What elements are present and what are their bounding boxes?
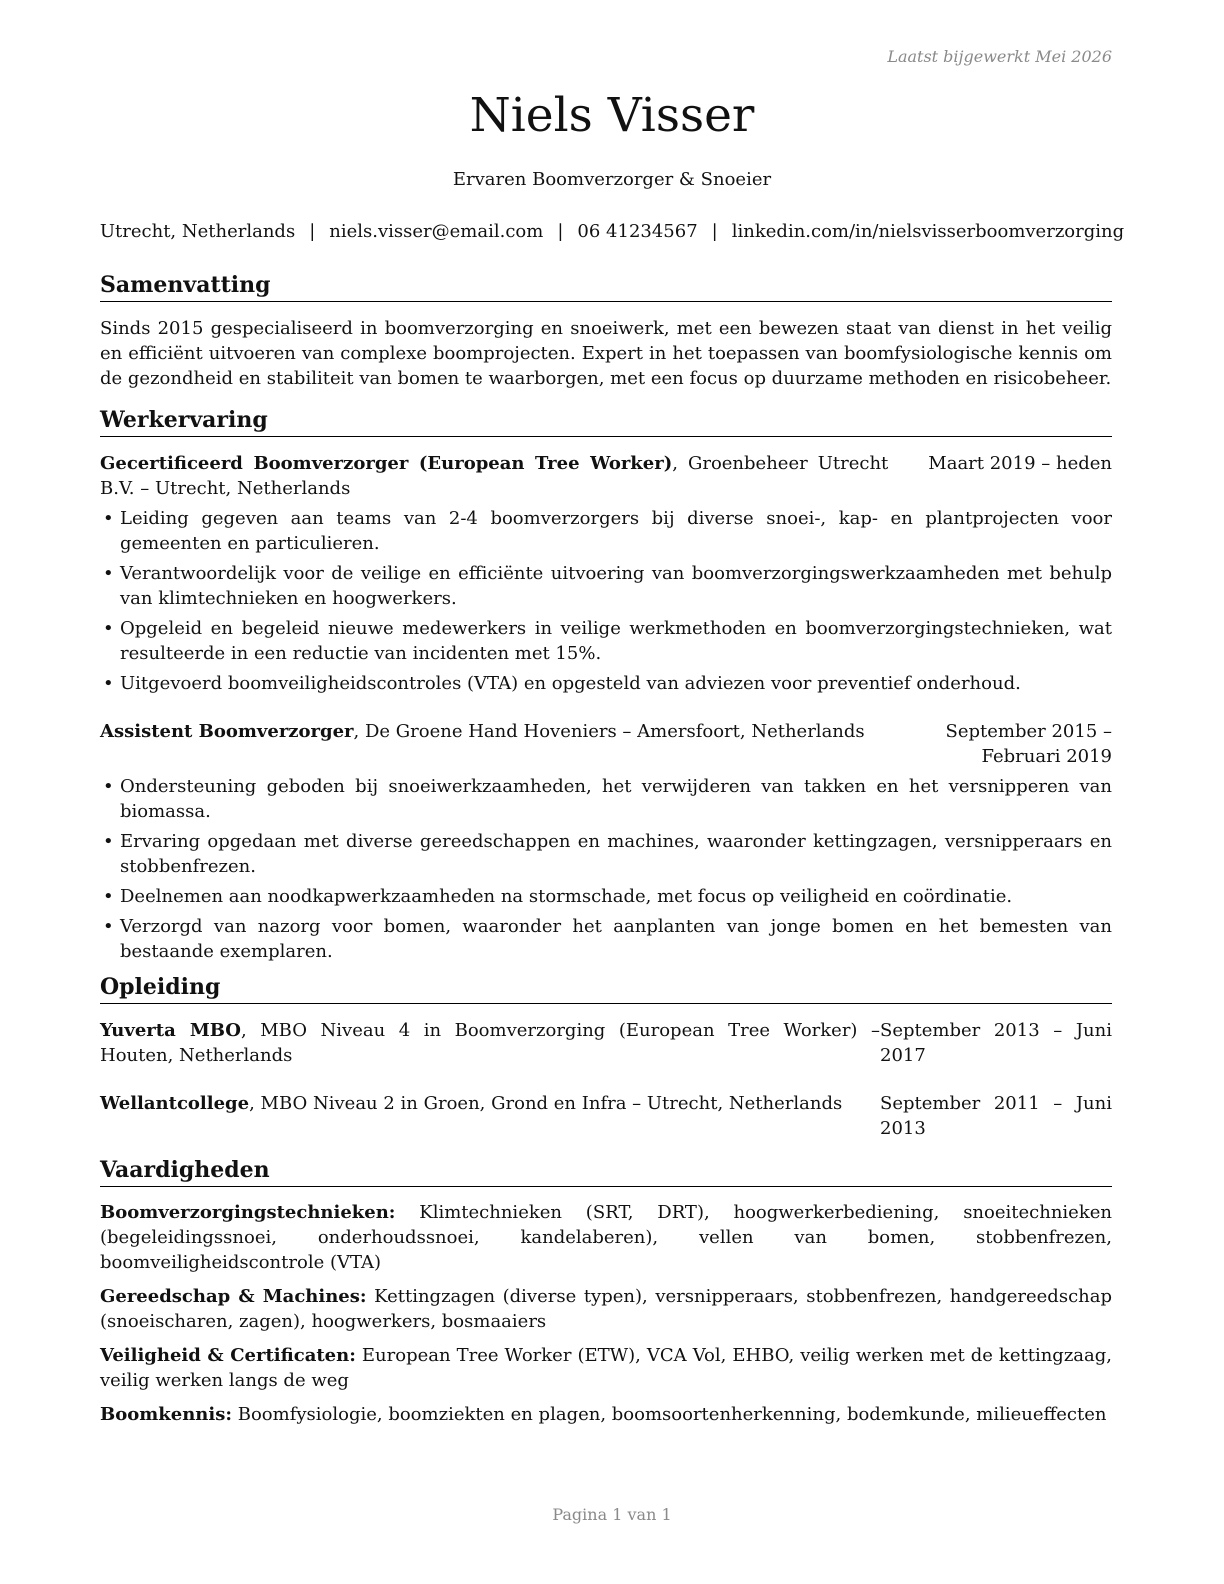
job-entry [100, 719, 1112, 964]
list-item: • Opgeleid en begeleid nieuwe medewerkers in veilige werkmethoden en boomverzorgingstechnieken, wat resulteerde in een reductie van incidenten met 15%. [100, 616, 1112, 666]
education-title-line [100, 1018, 880, 1068]
list-item: • Verzorgd van nazorg voor bomen, waaronder het aanplanten van jonge bomen en het bemesten van bestaande exemplaren. [100, 914, 1112, 964]
job-company: , De Groene Hand Hoveniers – Amersfoort, Netherlands [353, 721, 865, 742]
contact-separator: | [309, 221, 316, 242]
person-name: Niels Visser [469, 88, 755, 143]
skill-label: Boomkennis: [100, 1404, 232, 1425]
contact-linkedin[interactable]: linkedin.com/in/nielsvisserboomverzorging [731, 221, 1125, 242]
education-detail: , MBO Niveau 4 in Boomverzorging (European Tree Worker) – Houten, Netherlands [100, 1020, 880, 1066]
section-heading-experience: Werkervaring [100, 405, 1112, 437]
education-entry [100, 1091, 1112, 1141]
job-dates: Maart 2019 – heden [928, 453, 1112, 474]
professional-title: Ervaren Boomverzorger & Snoeier [452, 169, 772, 190]
contact-location: Utrecht, Netherlands [99, 221, 296, 242]
job-header [100, 719, 1112, 769]
list-item: • Uitgevoerd boomveiligheidscontroles (VTA) en opgesteld van adviezen voor preventief onderhoud. [100, 671, 1112, 696]
skill-text: European Tree Worker (ETW), VCA Vol, EHBO, veilig werken met de kettingzaag, veilig werken langs de weg [100, 1345, 1113, 1391]
skills-list [100, 1200, 1112, 1427]
job-company: , Groenbeheer Utrecht B.V. – Utrecht, Netherlands [100, 453, 889, 499]
skill-line [100, 1200, 1112, 1275]
skill-line [100, 1284, 1112, 1334]
list-item: • Deelnemen aan noodkapwerkzaamheden na stormschade, met focus op veiligheid en coördinatie. [100, 884, 1112, 909]
education-title-line [100, 1091, 880, 1116]
job-entry [100, 451, 1112, 696]
last-updated: Laatst bijgewerkt Mei 2026 [887, 47, 1112, 66]
education-detail: , MBO Niveau 2 in Groen, Grond en Infra – Utrecht, Netherlands [249, 1093, 843, 1114]
skill-text: Klimtechnieken (SRT, DRT), hoogwerkerbediening, snoeitechnieken (begeleidingssnoei, onderhoudssnoei, kandelaberen), vellen van bomen, stobbenfrezen, boomveiligheidscontrole (VTA) [100, 1202, 1112, 1273]
skill-label: Boomverzorgingstechnieken: [100, 1202, 396, 1223]
list-item: • Ervaring opgedaan met diverse gereedschappen en machines, waaronder kettingzagen, versnipperaars en stobbenfrezen. [100, 829, 1112, 879]
job-title-line [100, 451, 888, 501]
skill-label: Gereedschap & Machines: [100, 1286, 367, 1307]
list-item: • Leiding gegeven aan teams van 2-4 boomverzorgers bij diverse snoei-, kap- en plantprojecten voor gemeenten en particulieren. [100, 506, 1112, 556]
contact-separator: | [557, 221, 564, 242]
education-school: Wellantcollege [100, 1093, 250, 1114]
resume-content [100, 270, 1112, 1436]
section-heading-summary: Samenvatting [100, 270, 1112, 302]
education-school: Yuverta MBO [100, 1020, 241, 1041]
job-dates: September 2015 – Februari 2019 [945, 721, 1112, 767]
skill-text: Boomfysiologie, boomziekten en plagen, boomsoortenherkenning, bodemkunde, milieueffecten [232, 1404, 1107, 1425]
skill-line [100, 1402, 1112, 1427]
job-title-line [100, 719, 880, 744]
section-heading-skills: Vaardigheden [100, 1155, 1112, 1187]
education-entry [100, 1018, 1112, 1068]
list-item: • Ondersteuning geboden bij snoeiwerkzaamheden, het verwijderen van takken en het versnipperen van biomassa. [100, 774, 1112, 824]
education-dates: September 2013 – Juni 2017 [880, 1020, 1112, 1066]
job-role: Gecertificeerd Boomverzorger (European Tree Worker) [100, 453, 673, 474]
contact-line [0, 219, 1224, 244]
contact-phone[interactable]: 06 41234567 [577, 221, 698, 242]
job-role: Assistent Boomverzorger [100, 721, 354, 742]
skill-line [100, 1343, 1112, 1393]
skill-label: Veiligheid & Certificaten: [100, 1345, 356, 1366]
contact-separator: | [711, 221, 718, 242]
education-dates: September 2011 – Juni 2013 [880, 1093, 1112, 1139]
skill-text: Kettingzagen (diverse typen), versnipperaars, stobbenfrezen, handgereedschap (snoeischaren, zagen), hoogwerkers, bosmaaiers [100, 1286, 1112, 1332]
page-number: Pagina 1 van 1 [552, 1505, 672, 1524]
job-bullets [100, 506, 1112, 696]
contact-email[interactable]: niels.visser@email.com [329, 221, 544, 242]
summary-text: Sinds 2015 gespecialiseerd in boomverzorging en snoeiwerk, met een bewezen staat van dienst in het veilig en efficiënt uitvoeren van complexe boomprojecten. Expert in het toepassen van boomfysiologische kennis om de gezondheid en stabiliteit van bomen te waarborgen, met een focus op duurzame methoden en risicobeheer. [100, 318, 1112, 389]
job-header [100, 451, 1112, 501]
section-heading-education: Opleiding [100, 972, 1112, 1004]
job-bullets [100, 774, 1112, 964]
list-item: • Verantwoordelijk voor de veilige en efficiënte uitvoering van boomverzorgingswerkzaamheden met behulp van klimtechnieken en hoogwerkers. [100, 561, 1112, 611]
